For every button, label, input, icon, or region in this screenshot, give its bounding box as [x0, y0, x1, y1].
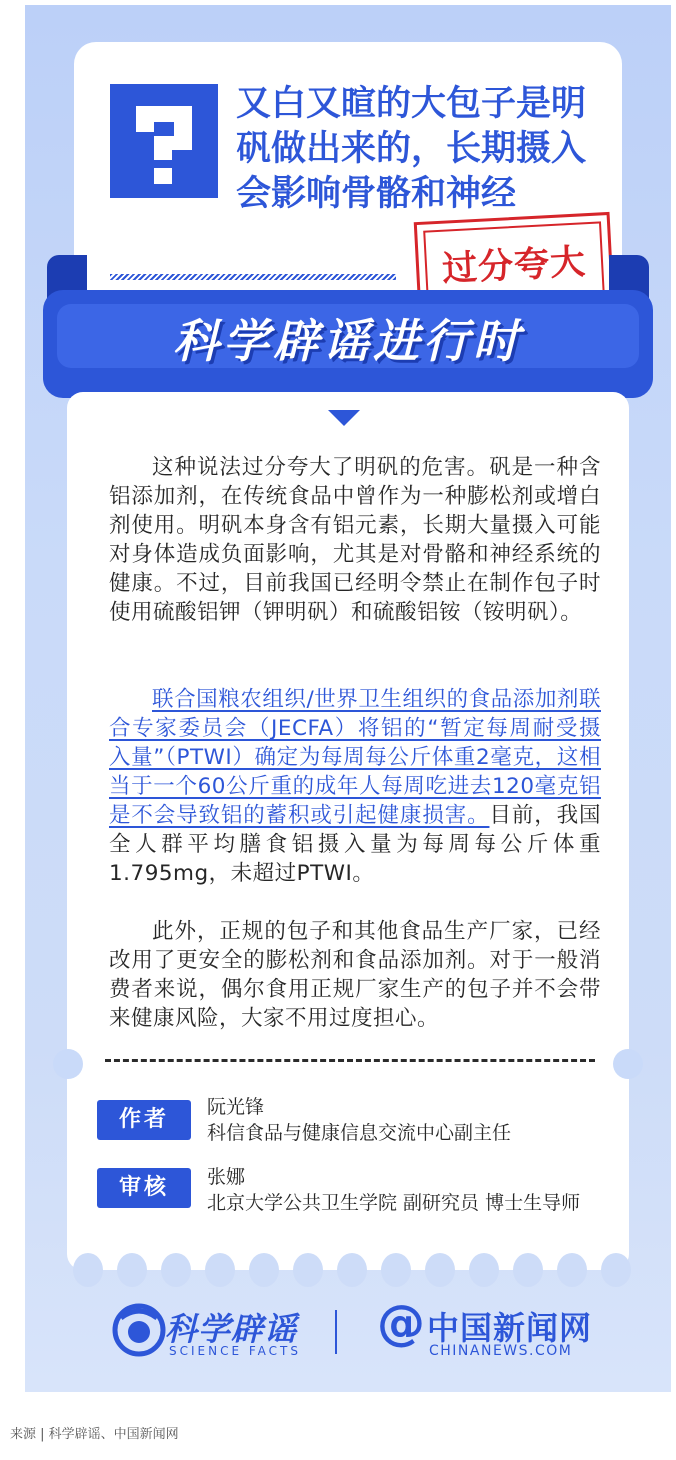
card-scallop — [117, 1253, 147, 1287]
decorative-stripe — [110, 274, 396, 280]
author-label: 作者 — [97, 1100, 191, 1140]
logo-divider — [335, 1310, 337, 1354]
card-scallop — [73, 1253, 103, 1287]
article-paragraph-2 — [109, 685, 601, 888]
reviewer-title: 北京大学公共卫生学院 副研究员 博士生导师 — [207, 1192, 581, 1214]
highlighted-fact: 联合国粮农组织/世界卫生组织的食品添加剂联合专家委员会（JECFA）将铝的“暂定每周耐受摄入量”（PTWI）确定为每周每公斤体重2毫克，这相当于一个60公斤重的成年人每周吃进去120毫克铝是不会导致铝的蓄积或引起健康损害。 — [109, 687, 601, 828]
article-paragraph-3: 此外，正规的包子和其他食品生产厂家，已经改用了更安全的膨松剂和食品添加剂。对于一般消费者来说，偶尔食用正规厂家生产的包子并不会带来健康风险，大家不用过度担心。 — [109, 919, 601, 1031]
card-scallop — [469, 1253, 499, 1287]
rumor-title: 又白又暄的大包子是明矾做出来的，长期摄入会影响骨骼和神经 — [236, 84, 587, 214]
article-paragraph-1: 这种说法过分夸大了明矾的危害。矾是一种含铝添加剂，在传统食品中曾作为一种膨松剂或增白剂使用。明矾本身含有铝元素，长期大量摄入可能对身体造成负面影响，尤其是对骨骼和神经系统的健康。不过，目前我国已经明令禁止在制作包子时使用硫酸铝钾（钾明矾）和硫酸铝铵（铵明矾）。 — [109, 455, 601, 625]
chinanews-logo — [377, 1293, 597, 1361]
poster — [25, 5, 671, 1392]
question-card — [74, 42, 622, 302]
author-title: 科信食品与健康信息交流中心副主任 — [207, 1122, 512, 1144]
reviewer-label: 审核 — [97, 1168, 191, 1208]
card-scallop — [381, 1253, 411, 1287]
card-scallop — [513, 1253, 543, 1287]
author-name: 阮光锋 — [207, 1096, 265, 1118]
question-mark-icon — [110, 84, 218, 198]
card-scallop — [337, 1253, 367, 1287]
science-facts-logo — [111, 1300, 311, 1360]
card-scallop — [601, 1253, 631, 1287]
source-credit: 来源 | 科学辟谣、中国新闻网 — [10, 1427, 179, 1442]
science-facts-english: SCIENCE FACTS — [169, 1344, 301, 1358]
science-facts-emblem-icon — [111, 1302, 167, 1358]
chinanews-at-icon: @ — [377, 1295, 425, 1351]
dashed-divider — [105, 1059, 595, 1062]
science-facts-name: 科学辟谣 — [165, 1310, 298, 1348]
article-paragraph-2-rest: 目前，我国全人群平均膳食铝摄入量为每周每公斤体重 1.795mg，未超过PTWI。 — [109, 803, 601, 886]
card-notch-left — [53, 1049, 83, 1079]
chinanews-name: 中国新闻网 — [427, 1309, 593, 1347]
card-scallop — [205, 1253, 235, 1287]
chinanews-english: CHINANEWS.COM — [429, 1343, 573, 1359]
card-scallop — [161, 1253, 191, 1287]
reviewer-name: 张娜 — [207, 1166, 246, 1188]
card-notch-right — [613, 1049, 643, 1079]
card-scallop — [293, 1253, 323, 1287]
card-scallop — [249, 1253, 279, 1287]
pointer-triangle-icon — [328, 410, 360, 426]
banner-title: 科学辟谣进行时 — [173, 314, 523, 368]
card-scallop — [425, 1253, 455, 1287]
card-scallop — [557, 1253, 587, 1287]
verdict-stamp-text: 过分夸大 — [423, 221, 605, 304]
